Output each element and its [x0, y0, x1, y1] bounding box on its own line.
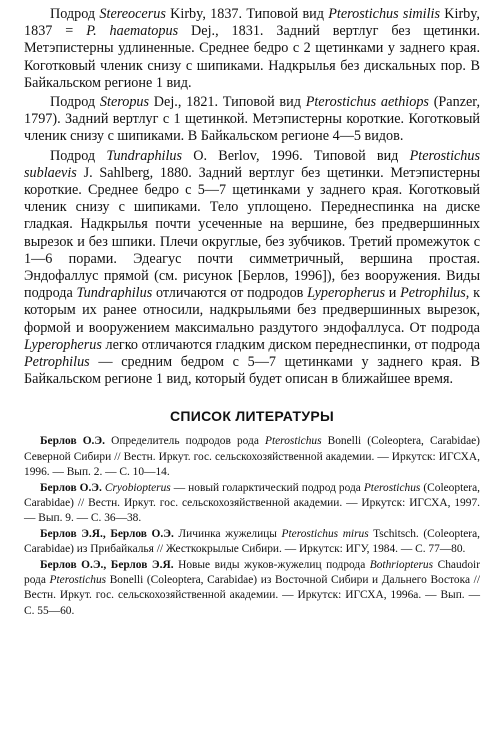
- taxon-name: Petrophilus: [24, 354, 90, 371]
- text-run: Подрод: [50, 147, 107, 164]
- taxon-name: P. haematopus: [86, 23, 179, 40]
- taxon-name: Pterostichus: [49, 574, 107, 587]
- taxon-name: Pterostichus: [363, 481, 421, 494]
- text-run: — новый голарктический подрод рода: [170, 481, 364, 494]
- document-page: [24, 6, 480, 619]
- text-run: Подрод: [50, 6, 100, 22]
- author-names: Берлов О.Э.: [40, 435, 105, 448]
- text-run: Dej., 1831. Задний вертлуг без щетинки. Метэпистерны удлиненные. Среднее бедро с 2 щетинками у заднего края. Коготковый членик снизу с шипиками. Надкрылья без дискальных пор. В Байкальском регионе 1 вид.: [24, 23, 480, 91]
- taxon-name: Pterostichus mirus: [281, 528, 369, 541]
- text-run: Подрод: [50, 94, 100, 111]
- reference-item: [24, 481, 480, 526]
- taxon-name: Stereocerus: [99, 6, 166, 22]
- taxon-name: Pterostichus aethiops: [305, 94, 429, 111]
- paragraph-tundraphilus: [24, 148, 480, 389]
- reference-item: [24, 434, 480, 479]
- text-run: Bonelli (Coleoptera, Carabidae) Северной Сибири // Вестн. Иркут. гос. сельскохозяйственной академии. — Иркутск: ИГСХА, 1996. — Вып. 2. — С. 10—14.: [24, 435, 480, 478]
- taxon-name: Cryobiopterus: [104, 481, 171, 494]
- text-run: Chaudoir рода: [24, 559, 481, 587]
- taxon-name: Tundraphilus: [76, 285, 153, 302]
- text-run: Новые виды жуков-жужелиц подрода: [173, 559, 370, 572]
- taxon-name: Pterostichus similis: [328, 6, 440, 22]
- text-run: легко отличаются гладким диском переднеспинки, от подрода: [101, 336, 480, 353]
- reference-list: [24, 434, 480, 618]
- text-run: Tschitsch. (Coleoptera, Carabidae) из Прибайкалья // Жесткокрылые Сибири. — Иркутск: ИГУ, 1984. — С. 77—80.: [24, 528, 481, 556]
- paragraph-steropus: [24, 94, 480, 146]
- text-run: Определитель подродов рода: [104, 435, 265, 448]
- author-names: Берлов О.Э., Берлов Э.Я.: [40, 559, 174, 572]
- author-names: Берлов Э.Я., Берлов О.Э.: [40, 528, 174, 541]
- text-run: (Panzer, 1797). Задний вертлуг с 1 щетинкой. Метэпистерны короткие. Коготковый членик снизу с шипиками. В Байкальском регионе 4—5 видов.: [24, 94, 480, 145]
- taxon-name: Pterostichus: [265, 435, 322, 448]
- taxon-name: Tundraphilus: [106, 147, 183, 164]
- taxon-name: Steropus: [99, 94, 150, 111]
- text-run: Kirby, 1837. Типовой вид: [165, 6, 329, 22]
- text-run: Bonelli (Coleoptera, Carabidae) из Восточной Сибири и Дальнего Востока // Вестн. Иркут. гос. сельскохозяйственной академии. — Иркутск: ИГСХА, 1996а. — Вып. — С. 55—60.: [24, 574, 480, 617]
- text-run: отличаются от подродов: [152, 285, 308, 302]
- reference-item: [24, 558, 480, 618]
- body-text: [24, 6, 480, 388]
- taxon-name: Lyperopherus: [307, 285, 385, 302]
- text-run: Dej., 1821. Типовой вид: [149, 94, 306, 111]
- text-run: O. Berlov, 1996. Типовой вид: [182, 147, 410, 164]
- text-run: J. Sahlberg, 1880. Задний вертлуг без щетинки. Метэпистерны короткие. Среднее бедро с 5—7 щетинками у заднего края. Коготковый членик снизу с шипиками. Тело уплощено. Переднеспинка на диске гладкая. Надкрылья почти усеченные на вершине, без предвершинных вырезок и без шпики. Плечи округлые, без зубчиков. Третий промежуток с 1—6 порами. Эдеагус почти симметричный, вершина простая. Эндофаллус прямой (см. рисунок [Берлов, 1996]), без вооружения. Виды подрода: [24, 164, 480, 302]
- taxon-name: Lyperopherus: [24, 336, 102, 353]
- author-names: Берлов О.Э.: [40, 481, 102, 494]
- text-run: , к которым их ранее относили, надкрыльями без предвершинных вырезок, формой и вооружением максимально раздутого эндофаллуса. От подрода: [24, 285, 480, 336]
- paragraph-stereocerus: [24, 6, 480, 92]
- taxon-name: Petrophilus: [400, 285, 466, 302]
- text-run: и: [385, 285, 401, 302]
- text-run: Личинка жужелицы: [173, 528, 282, 541]
- taxon-name: Bothriopterus: [369, 559, 434, 572]
- text-run: — средним бедром с 5—7 щетинками у заднего края. В Байкальском регионе 1 вид, который будет описан в ближайшее время.: [24, 354, 480, 388]
- text-run: Kirby, 1837 =: [24, 6, 480, 40]
- reference-item: [24, 527, 480, 557]
- taxon-name: Pterostichus sublaevis: [24, 147, 481, 181]
- references-heading: СПИСОК ЛИТЕРАТУРЫ: [169, 408, 335, 425]
- text-run: (Coleoptera, Carabidae) // Вестн. Иркут. гос. сельскохозяйственной академии. — Иркутск: ИГСХА, 1997. — Вып. 9. — С. 36—38.: [24, 481, 480, 524]
